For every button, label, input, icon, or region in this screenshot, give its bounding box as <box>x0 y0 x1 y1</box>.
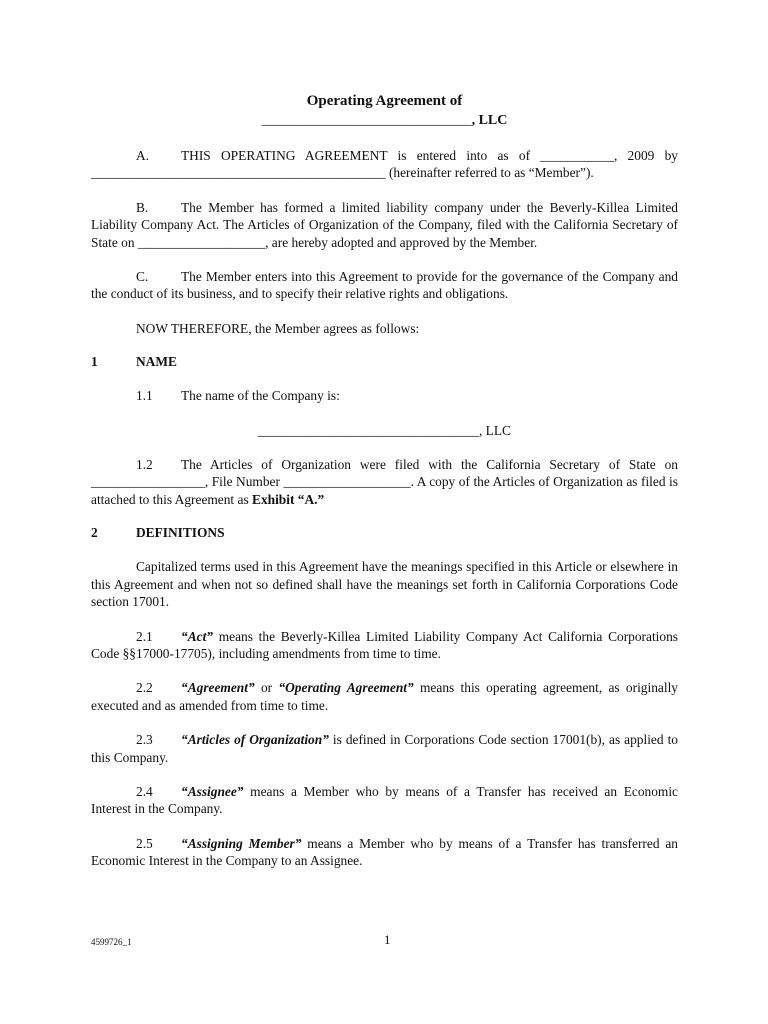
definition-text: is defined in Corporations Code section 17001(b), as applied to this Company. <box>91 732 678 765</box>
clause-1-2-number: 1.2 <box>136 457 153 473</box>
recital-a-text: THIS OPERATING AGREEMENT is entered into as of <box>181 148 541 163</box>
definition-number: 2.4 <box>136 783 153 799</box>
exhibit-reference: Exhibit “A.” <box>252 491 325 507</box>
definition-2-5 <box>91 835 678 870</box>
definition-text: means the Beverly-Killea Limited Liability Company Act California Corporations Code §§17000-17705), including amendments from time to time. <box>91 628 678 661</box>
filing-date-blank: ___________________ <box>137 234 266 250</box>
defined-term: “Assignee” <box>181 783 244 799</box>
clause-1-2-text: The Articles of Organization were filed with the California Secretary of State on <box>181 457 678 473</box>
recital-b-text-2: , are hereby adopted and approved by the Member. <box>265 234 538 250</box>
section-2-number: 2 <box>91 525 98 541</box>
company-name-line <box>91 422 678 439</box>
recital-c <box>91 268 678 303</box>
definition-number: 2.1 <box>136 628 153 644</box>
clause-1-2-text-2: , File Number <box>204 474 284 490</box>
clause-1-2 <box>91 456 678 508</box>
section-1-number: 1 <box>91 354 98 370</box>
clause-1-1-number: 1.1 <box>136 388 153 404</box>
document-id: 4599726_1 <box>91 937 132 947</box>
clause-1-1-text: The name of the Company is: <box>181 388 340 404</box>
recital-a-text-2: , 2009 by <box>613 148 678 163</box>
defined-term: “Act” <box>181 628 213 644</box>
clause-1-2-text-3: . A copy of the Articles of Organization as filed is attached to this Agreement as <box>91 474 678 507</box>
recital-c-text: The Member enters into this Agreement to provide for the governance of the Company and the conduct of its business, and to specify their relative rights and obligations. <box>91 269 678 302</box>
recital-a-label: A. <box>136 148 150 163</box>
recital-b <box>91 199 678 251</box>
definitions-intro: Capitalized terms used in this Agreement have the meanings specified in this Article or elsewhere in this Agreement and when not so defined shall have the meanings set forth in California Corporations Code section 17001. <box>91 559 678 610</box>
section-1-title: NAME <box>136 354 177 370</box>
defined-term: “Operating Agreement” <box>278 680 414 696</box>
section-2-title: DEFINITIONS <box>136 525 225 541</box>
company-name-line-blank: _________________________________ <box>258 422 479 438</box>
llc-suffix: , LLC <box>471 113 508 128</box>
definition-text: means this operating agreement, as originally executed and as amended from time to time. <box>91 680 679 713</box>
section-2-heading <box>91 524 678 542</box>
definition-2-4 <box>91 783 678 818</box>
recital-b-label: B. <box>136 199 149 215</box>
document-title: Operating Agreement of <box>306 93 463 109</box>
filing-date-blank-2: _________________ <box>91 474 205 490</box>
document-page <box>91 92 678 870</box>
file-number-blank: ___________________ <box>283 474 411 490</box>
company-name-blank: ______________________________ <box>261 113 472 128</box>
now-therefore: NOW THEREFORE, the Member agrees as follows: <box>136 320 420 336</box>
definition-2-1 <box>91 628 678 663</box>
definition-2-2 <box>91 679 678 714</box>
definition-connector: or <box>254 680 279 696</box>
document-subtitle <box>91 112 678 130</box>
defined-term: “Articles of Organization” <box>181 732 329 748</box>
member-name-blank: ____________________________________________ <box>91 165 386 181</box>
page-number: 1 <box>384 932 391 947</box>
date-blank: ___________ <box>540 148 614 163</box>
recital-a-text-3: (hereinafter referred to as “Member”). <box>385 165 594 181</box>
definition-number: 2.3 <box>136 732 153 748</box>
definition-number: 2.2 <box>136 680 153 696</box>
definition-2-3 <box>91 731 678 766</box>
definition-text: means a Member who by means of a Transfer has transferred an Economic Interest in the Company to an Assignee. <box>91 835 678 869</box>
recital-b-text: The Member has formed a limited liability company under the Beverly-Killea Limited Liability Company Act. The Articles of Organization of the Company, filed with the California Secretary of State on <box>91 199 678 250</box>
recital-c-label: C. <box>136 269 149 285</box>
company-name-line-suffix: , LLC <box>478 422 511 438</box>
defined-term: “Agreement” <box>181 680 255 696</box>
defined-term: “Assigning Member” <box>181 835 302 851</box>
section-1-heading <box>91 353 678 371</box>
definition-text: means a Member who by means of a Transfer has received an Economic Interest in the Company. <box>91 783 678 817</box>
recital-a <box>91 147 678 182</box>
clause-1-1 <box>91 387 678 404</box>
definition-number: 2.5 <box>136 835 153 851</box>
